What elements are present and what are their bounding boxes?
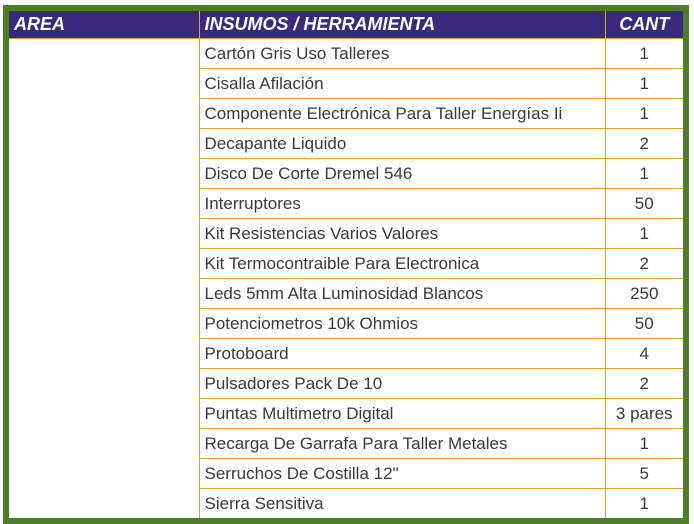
column-header-cant[interactable]: CANT <box>605 11 683 39</box>
item-name-cell[interactable]: Sierra Sensitiva <box>199 489 605 519</box>
area-merged-cell[interactable] <box>9 39 199 519</box>
item-name-cell[interactable]: Leds 5mm Alta Luminosidad Blancos <box>199 279 605 309</box>
item-name-cell[interactable]: Decapante Liquido <box>199 129 605 159</box>
column-header-insumos-herramienta[interactable]: INSUMOS / HERRAMIENTA <box>199 11 605 39</box>
item-qty-cell[interactable]: 2 <box>605 249 683 279</box>
item-qty-cell[interactable]: 3 pares <box>605 399 683 429</box>
item-name-cell[interactable]: Cisalla Afilación <box>199 69 605 99</box>
item-qty-cell[interactable]: 2 <box>605 129 683 159</box>
item-qty-cell[interactable]: 50 <box>605 309 683 339</box>
item-qty-cell[interactable]: 250 <box>605 279 683 309</box>
item-name-cell[interactable]: Protoboard <box>199 339 605 369</box>
item-name-cell[interactable]: Componente Electrónica Para Taller Energías Ii <box>199 99 605 129</box>
item-name-cell[interactable]: Cartón Gris Uso Talleres <box>199 39 605 69</box>
item-name-cell[interactable]: Disco De Corte Dremel 546 <box>199 159 605 189</box>
item-qty-cell[interactable]: 1 <box>605 429 683 459</box>
item-qty-cell[interactable]: 1 <box>605 39 683 69</box>
item-qty-cell[interactable]: 1 <box>605 489 683 519</box>
supplies-table <box>9 11 683 518</box>
item-qty-cell[interactable]: 4 <box>605 339 683 369</box>
item-name-cell[interactable]: Kit Resistencias Varios Valores <box>199 219 605 249</box>
table-row <box>9 39 683 69</box>
item-qty-cell[interactable]: 1 <box>605 159 683 189</box>
item-name-cell[interactable]: Recarga De Garrafa Para Taller Metales <box>199 429 605 459</box>
item-qty-cell[interactable]: 5 <box>605 459 683 489</box>
item-name-cell[interactable]: Pulsadores Pack De 10 <box>199 369 605 399</box>
header-row <box>9 11 683 39</box>
item-qty-cell[interactable]: 2 <box>605 369 683 399</box>
item-name-cell[interactable]: Serruchos De Costilla 12" <box>199 459 605 489</box>
item-name-cell[interactable]: Potenciometros 10k Ohmios <box>199 309 605 339</box>
item-name-cell[interactable]: Interruptores <box>199 189 605 219</box>
item-qty-cell[interactable]: 50 <box>605 189 683 219</box>
column-header-area[interactable]: AREA <box>9 11 199 39</box>
item-name-cell[interactable]: Kit Termocontraible Para Electronica <box>199 249 605 279</box>
item-qty-cell[interactable]: 1 <box>605 69 683 99</box>
table-body <box>9 39 683 519</box>
table-outer-frame <box>3 5 689 524</box>
item-qty-cell[interactable]: 1 <box>605 219 683 249</box>
item-qty-cell[interactable]: 1 <box>605 99 683 129</box>
item-name-cell[interactable]: Puntas Multimetro Digital <box>199 399 605 429</box>
